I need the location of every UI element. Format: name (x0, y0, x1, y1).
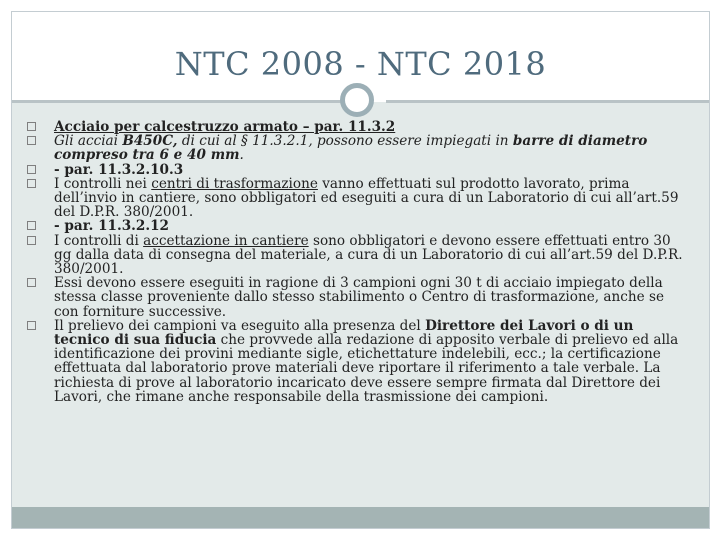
list-item (0, 163, 720, 177)
item-text: Gli acciai (54, 133, 123, 150)
item-text-bold: barre di diametro compreso tra 6 e 40 mm (54, 133, 648, 164)
square-bullet-icon (27, 236, 36, 245)
section-heading: Acciaio per calcestruzzo armato – par. 11.3.2 (54, 119, 396, 135)
square-bullet-icon (27, 278, 36, 287)
title-divider-right (386, 100, 709, 103)
bullet-list (0, 120, 720, 404)
title-divider-left (12, 100, 342, 103)
section-heading: - par. 11.3.2.12 (54, 218, 170, 235)
item-text-underlined: accettazione in cantiere (143, 232, 309, 249)
item-text: vanno effettuati sul prodotto lavorato, prima dell’invio in cantiere, sono obbligatori ed eseguiti a cura di un Laboratorio di cui all’art.59 del D.P.R. 380/2001. (54, 175, 679, 221)
list-item (0, 120, 720, 134)
section-heading: - par. 11.3.2.10.3 (54, 161, 184, 178)
square-bullet-icon (27, 221, 36, 230)
square-bullet-icon (27, 321, 36, 330)
item-text: . (239, 147, 244, 164)
list-item (0, 234, 720, 277)
bottom-bar (12, 507, 709, 528)
item-text-bold: B450C, (122, 133, 178, 150)
item-text: che provvede alla redazione di apposito verbale di prelievo ed alla identificazione dei provini mediante sigle, etichettature indelebili, ecc.; la certificazione effettuata dal laboratorio prove materiali deve riportare il riferimento a tale verbale. La richiesta di prove al laboratorio incaricato deve essere sempre firmata dal Direttore dei Lavori, che rimane anche responsabile della trasmissione dei campioni. (54, 332, 679, 405)
list-item (0, 276, 720, 319)
circle-ornament-icon (340, 83, 374, 117)
item-text-underlined: centri di trasformazione (151, 175, 318, 192)
slide-title: NTC 2008 - NTC 2018 (174, 45, 547, 83)
list-item (0, 319, 720, 404)
item-text: sono obbligatori e devono essere effettuati entro 30 gg dalla data di consegna del materiale, a cura di un Laboratorio di cui all’art.59 del D.P.R. 380/2001. (54, 232, 683, 278)
item-text: I controlli di (54, 232, 144, 249)
item-text: I controlli nei (54, 175, 152, 192)
square-bullet-icon (27, 136, 36, 145)
square-bullet-icon (27, 122, 36, 131)
square-bullet-icon (27, 165, 36, 174)
item-text: di cui al § 11.3.2.1, possono essere impiegati in (177, 133, 513, 150)
list-item (0, 177, 720, 220)
item-text-bold: Direttore dei Lavori o di un tecnico di sua fiducia (54, 317, 634, 349)
square-bullet-icon (27, 179, 36, 188)
item-text: Essi devono essere eseguiti in ragione di 3 campioni ogni 30 t di acciaio impiegato della stessa classe proveniente dallo stesso stabilimento o Centro di trasformazione, anche se con forniture successive. (54, 275, 665, 320)
list-item (0, 219, 720, 233)
list-item (0, 134, 720, 162)
item-text: Il prelievo dei campioni va eseguito alla presenza del (54, 317, 426, 334)
